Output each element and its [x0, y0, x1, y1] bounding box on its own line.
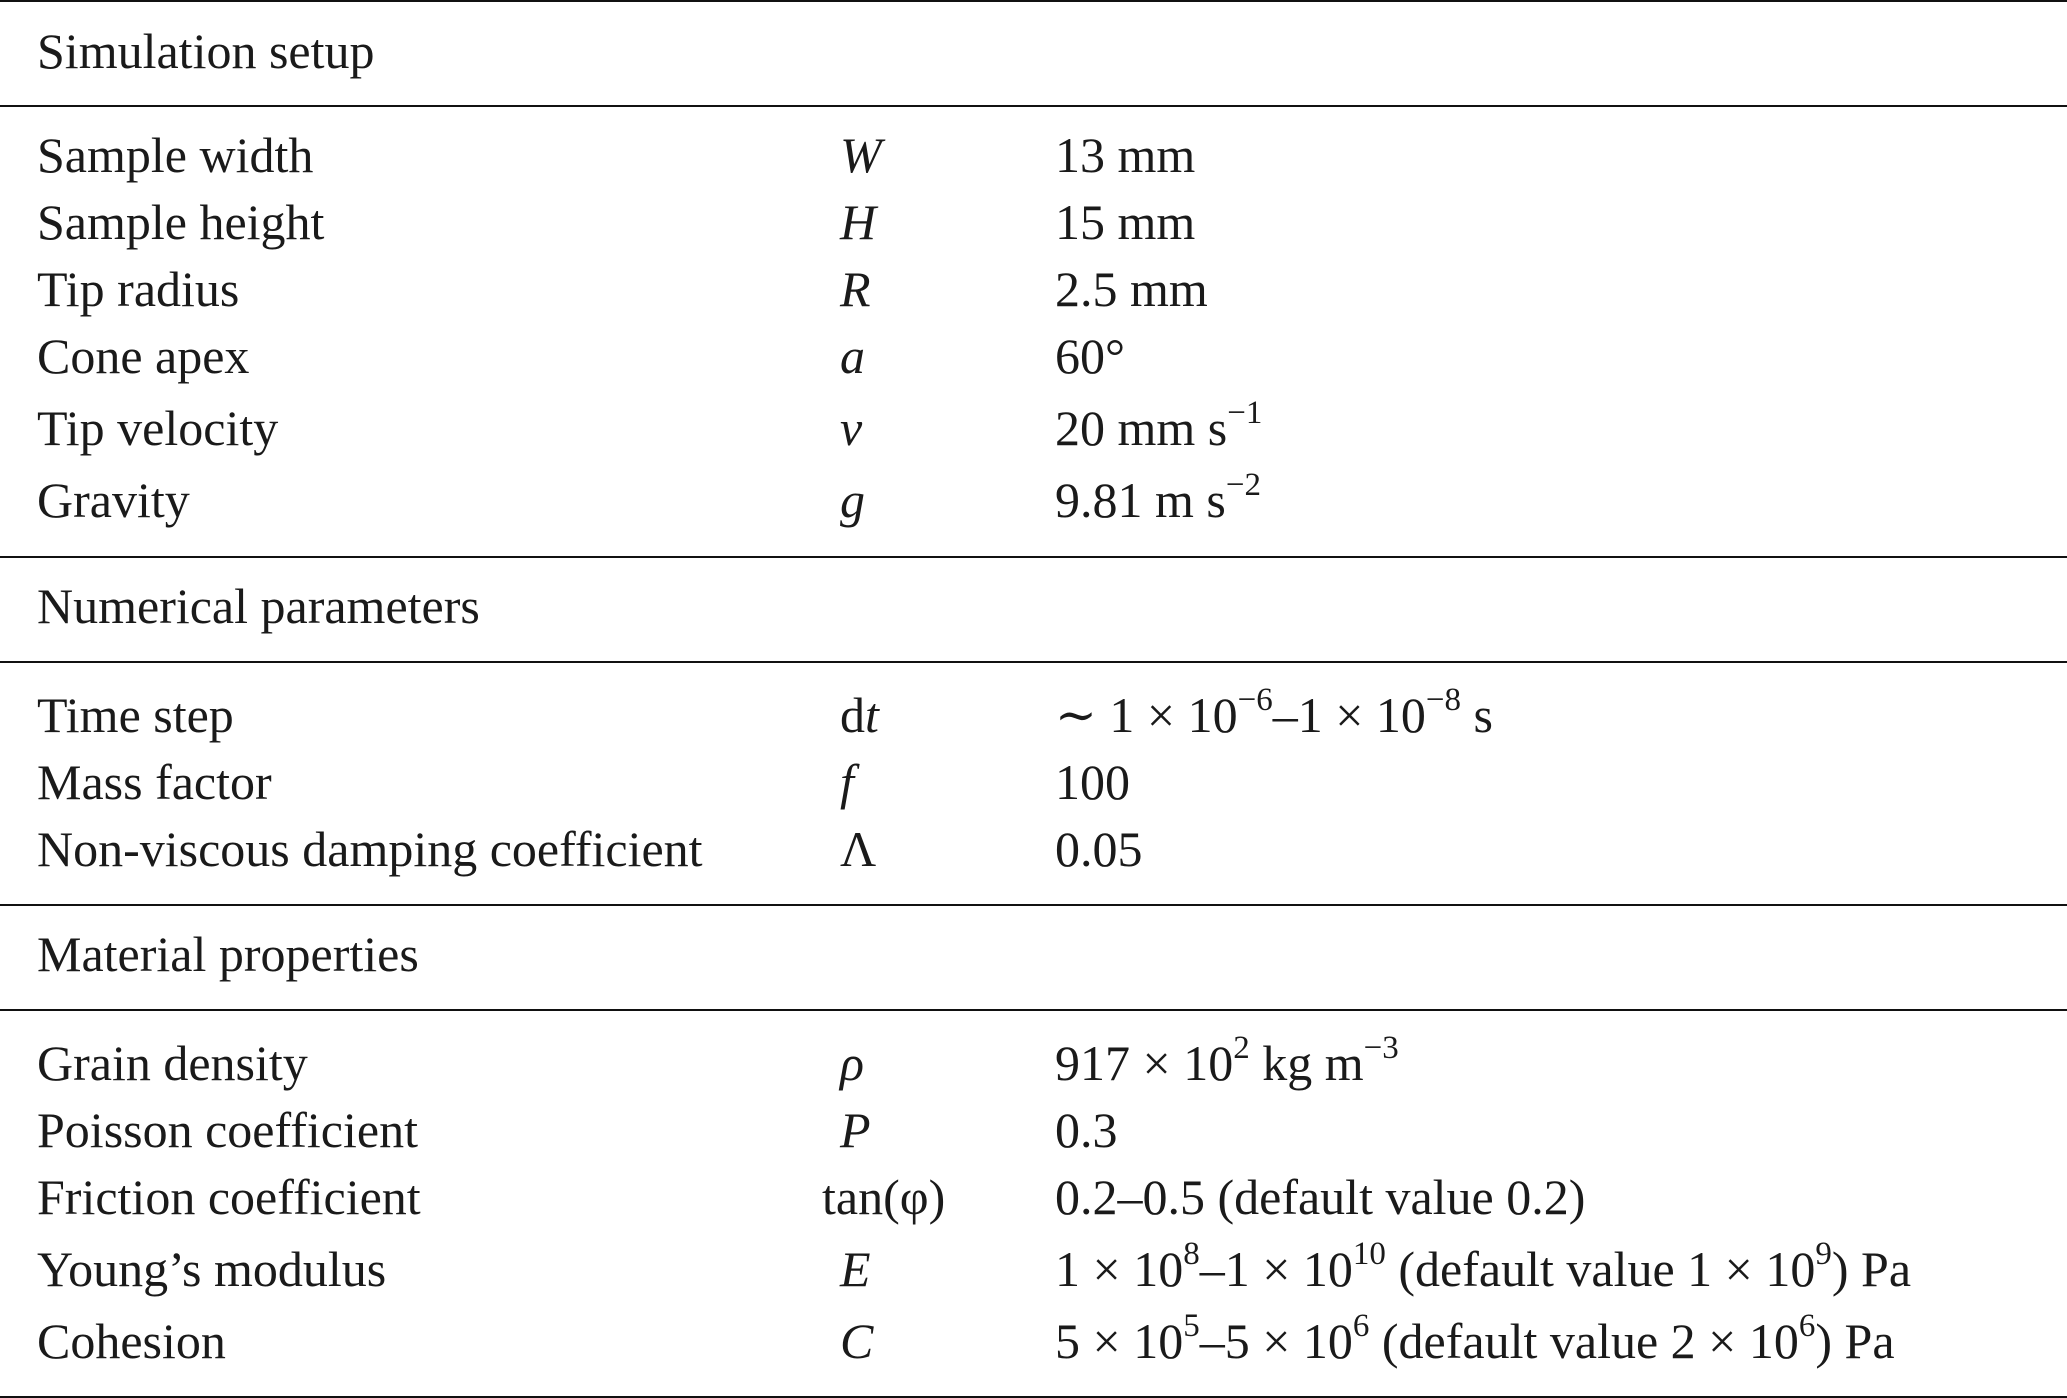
row-value-cohesion — [1055, 1308, 1895, 1369]
value-part: 1 × 10 — [1055, 1241, 1184, 1297]
row-symbol-sample-height: H — [840, 194, 877, 250]
row-symbol-tip-velocity: v — [840, 400, 863, 456]
row-label-time-step: Time step — [37, 687, 234, 743]
row-symbol-sample-width: W — [840, 127, 882, 183]
row-value-cone-apex: 60° — [1055, 328, 1125, 384]
value-exponent: −3 — [1363, 1030, 1399, 1066]
value-exponent: 8 — [1183, 1236, 1200, 1272]
value-part: –1 × 10 — [1199, 1241, 1353, 1297]
section-title-material-properties: Material properties — [37, 926, 419, 982]
row-value-grain-density — [1055, 1030, 1399, 1091]
value-part: (default value 1 × 10 — [1385, 1241, 1816, 1297]
section-2-top-rule — [0, 556, 2067, 558]
value-part: s — [1461, 687, 1494, 743]
row-label-damping-coefficient: Non-viscous damping coefficient — [37, 821, 703, 877]
row-value-tip-velocity — [1055, 395, 1263, 456]
row-label-cone-apex: Cone apex — [37, 328, 250, 384]
row-label-poisson-coefficient: Poisson coefficient — [37, 1102, 418, 1158]
row-label-sample-height: Sample height — [37, 194, 325, 250]
row-value-youngs-modulus — [1055, 1236, 1912, 1297]
row-label-sample-width: Sample width — [37, 127, 314, 183]
value-exponent: −2 — [1225, 467, 1261, 503]
value-part: 917 × 10 — [1055, 1035, 1234, 1091]
row-symbol-cone-apex: a — [840, 328, 865, 384]
row-symbol-gravity: g — [840, 472, 865, 528]
value-exponent: −1 — [1227, 395, 1263, 431]
row-label-mass-factor: Mass factor — [37, 754, 272, 810]
value-text: 20 mm s — [1055, 400, 1228, 456]
section-3-top-rule — [0, 904, 2067, 906]
row-label-tip-radius: Tip radius — [37, 261, 240, 317]
value-exponent: 9 — [1815, 1236, 1832, 1272]
row-symbol-youngs-modulus: E — [840, 1241, 871, 1297]
row-symbol-friction-coefficient: tan(φ) — [822, 1169, 946, 1225]
row-symbol-cohesion: C — [840, 1313, 874, 1369]
value-exponent: 6 — [1352, 1308, 1370, 1344]
value-part: 5 × 10 — [1055, 1313, 1184, 1369]
value-part: –5 × 10 — [1199, 1313, 1353, 1369]
symbol-prefix: d — [840, 687, 865, 743]
value-part: kg m — [1249, 1035, 1364, 1091]
row-symbol-tip-radius: R — [840, 261, 871, 317]
value-exponent: 6 — [1798, 1308, 1816, 1344]
row-label-gravity: Gravity — [37, 472, 190, 528]
value-part: ∼ 1 × 10 — [1055, 687, 1238, 743]
value-exponent: 5 — [1183, 1308, 1200, 1344]
value-exponent: −8 — [1425, 682, 1462, 718]
row-value-damping-coefficient: 0.05 — [1055, 821, 1143, 877]
row-value-sample-height: 15 mm — [1055, 194, 1196, 250]
section-1-header-rule — [0, 105, 2067, 107]
row-symbol-poisson-coefficient: P — [840, 1102, 871, 1158]
row-value-friction-coefficient: 0.2–0.5 (default value 0.2) — [1055, 1169, 1586, 1225]
value-part: –1 × 10 — [1272, 687, 1426, 743]
row-label-grain-density: Grain density — [37, 1035, 308, 1091]
row-value-poisson-coefficient: 0.3 — [1055, 1102, 1118, 1158]
value-part: ) Pa — [1815, 1313, 1895, 1369]
row-value-tip-radius: 2.5 mm — [1055, 261, 1208, 317]
row-value-sample-width: 13 mm — [1055, 127, 1196, 183]
row-symbol-mass-factor: f — [840, 754, 854, 810]
row-label-friction-coefficient: Friction coefficient — [37, 1169, 421, 1225]
value-part: ) Pa — [1831, 1241, 1912, 1297]
row-value-mass-factor: 100 — [1055, 754, 1130, 810]
row-label-cohesion: Cohesion — [37, 1313, 226, 1369]
row-symbol-damping-coefficient: Λ — [840, 821, 877, 877]
section-title-numerical-parameters: Numerical parameters — [37, 578, 480, 634]
section-3-header-rule — [0, 1009, 2067, 1011]
section-2-header-rule — [0, 661, 2067, 663]
symbol-main: t — [865, 687, 879, 743]
row-symbol-time-step — [840, 687, 879, 743]
top-rule — [0, 0, 2067, 2]
row-label-tip-velocity: Tip velocity — [37, 400, 279, 456]
value-exponent: −6 — [1237, 682, 1273, 718]
value-exponent: 2 — [1233, 1030, 1250, 1066]
row-label-youngs-modulus: Young’s modulus — [37, 1241, 387, 1297]
value-text: 9.81 m s — [1055, 472, 1226, 528]
section-title-simulation-setup: Simulation setup — [37, 23, 375, 79]
row-value-gravity — [1055, 467, 1261, 528]
row-symbol-grain-density: ρ — [840, 1035, 864, 1091]
row-value-time-step — [1055, 682, 1494, 743]
value-exponent: 10 — [1352, 1236, 1386, 1272]
value-part: (default value 2 × 10 — [1369, 1313, 1799, 1369]
